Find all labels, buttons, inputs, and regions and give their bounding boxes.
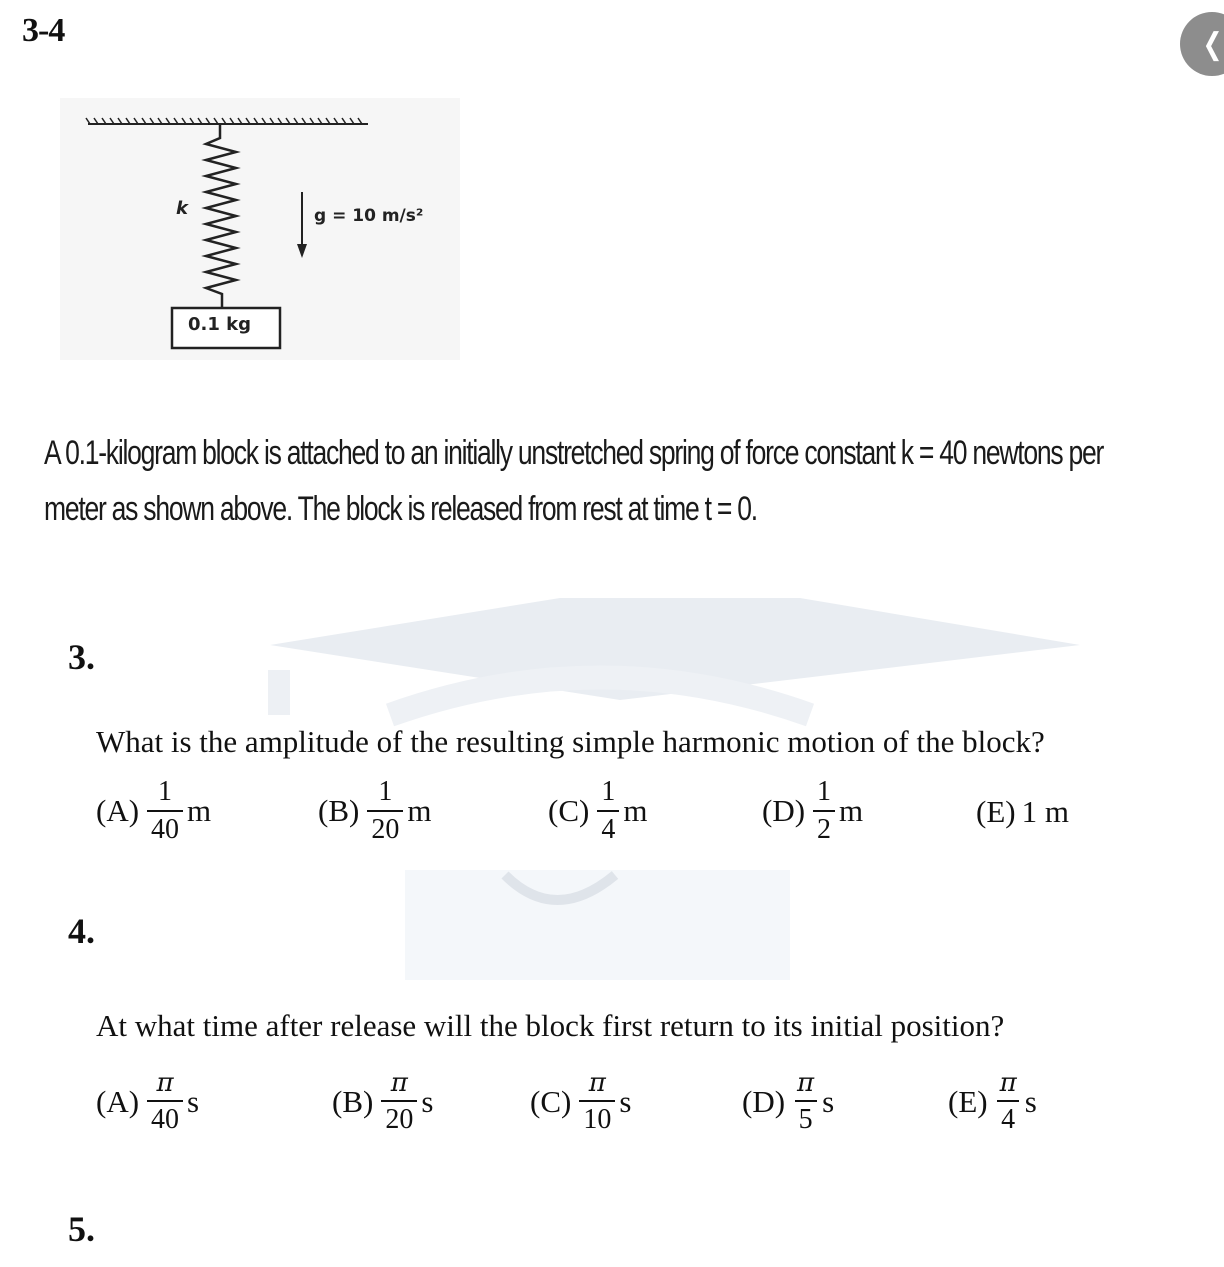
- unit: s: [822, 1084, 835, 1119]
- choice-letter: (D): [742, 1084, 786, 1119]
- choice-letter: (C): [548, 793, 590, 828]
- page-title: 3-4: [22, 12, 65, 49]
- choice-c[interactable]: [548, 778, 647, 844]
- fraction: $\frac{1}{2}$: [813, 778, 835, 844]
- spring-constant-label: k: [176, 198, 188, 219]
- choice-e[interactable]: [948, 1070, 1037, 1134]
- choice-letter: (E): [948, 1084, 988, 1119]
- question-stem: What is the amplitude of the resulting simple harmonic motion of the block?: [96, 724, 1045, 759]
- fraction: $\frac{\pi}{5}$: [793, 1070, 818, 1134]
- fraction: $\frac{1}{20}$: [367, 778, 403, 844]
- problem-statement: A 0.1-kilogram block is attached to an initially unstretched spring of force constant k = 40 newtons per meter as shown above. The block is released from rest at time t = 0.: [44, 434, 1104, 528]
- choice-d[interactable]: [742, 1070, 834, 1134]
- choice-d[interactable]: [762, 778, 863, 844]
- choice-letter: (A): [96, 793, 140, 828]
- unit: m: [623, 793, 648, 828]
- fraction: $\frac{\pi}{40}$: [147, 1070, 183, 1134]
- question-number: 5.: [68, 1209, 95, 1249]
- choice-letter: (D): [762, 793, 806, 828]
- spring: [206, 124, 236, 310]
- choice-b[interactable]: [318, 778, 431, 844]
- fraction: $\frac{\pi}{10}$: [579, 1070, 615, 1134]
- unit: m: [839, 793, 864, 828]
- spring-mass-figure: [60, 98, 460, 360]
- fraction: $\frac{\pi}{20}$: [381, 1070, 417, 1134]
- choice-a[interactable]: [96, 778, 211, 844]
- gravity-label: g = 10 m/s²: [314, 206, 424, 226]
- choice-letter: (E): [976, 794, 1016, 829]
- choice-letter: (C): [530, 1084, 572, 1119]
- mass-label: 0.1 kg: [188, 314, 252, 335]
- unit: s: [187, 1084, 200, 1119]
- question-number: 3.: [68, 637, 95, 677]
- choice-b[interactable]: [332, 1070, 433, 1134]
- unit: m: [407, 793, 432, 828]
- unit: m: [187, 793, 212, 828]
- question-stem: At what time after release will the block first return to its initial position?: [96, 1008, 1005, 1043]
- fraction: $\frac{1}{40}$: [147, 778, 183, 844]
- fraction: $\frac{1}{4}$: [597, 778, 619, 844]
- choice-a[interactable]: [96, 1070, 199, 1134]
- unit: s: [421, 1084, 434, 1119]
- fraction: $\frac{\pi}{4}$: [996, 1070, 1021, 1134]
- choice-letter: (B): [332, 1084, 374, 1119]
- unit: s: [1024, 1084, 1037, 1119]
- unit: s: [619, 1084, 632, 1119]
- choice-letter: (A): [96, 1084, 140, 1119]
- choice-value: 1 m: [1021, 794, 1069, 829]
- choice-c[interactable]: [530, 1070, 631, 1134]
- question-number: 4.: [68, 911, 95, 951]
- chevron-left-icon: ❮: [1202, 26, 1223, 62]
- choice-letter: (B): [318, 793, 360, 828]
- choice-e[interactable]: [976, 794, 1069, 830]
- figure-drawing: [60, 98, 460, 360]
